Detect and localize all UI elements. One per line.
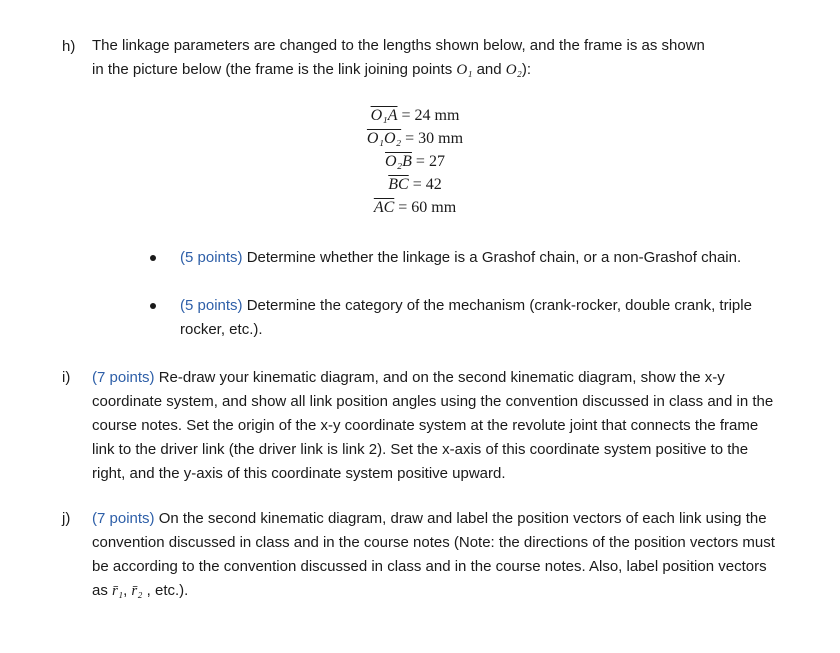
equation-rhs: = 27 <box>415 153 445 170</box>
link-length-equations <box>300 104 530 219</box>
equation-lhs: $\overline{BC}$ <box>388 176 409 193</box>
part-h-line2-post: ): <box>521 61 532 78</box>
part-h-line2 <box>92 58 812 82</box>
part-j-body: On the second kinematic diagram, draw and label the position vectors of each link using the convention discussed in class and in the course notes (Note: the directions of the position vectors must be according to the convention discussed in class and in the course notes. Also, label position vectors as <box>92 510 775 599</box>
part-i-text <box>92 366 782 486</box>
bullet-text <box>180 246 770 270</box>
equation-o1o2 <box>300 127 530 150</box>
part-h-line2-and: and <box>472 61 506 78</box>
equation-rhs: = 60 mm <box>398 199 457 216</box>
vector-separator: , <box>123 582 132 599</box>
vector-r2: r̄₂ <box>131 583 143 599</box>
equation-lhs: $\overline{AC}$ <box>373 199 395 216</box>
part-j-tail: , etc.). <box>142 582 189 599</box>
equation-lhs: O₂B <box>385 153 412 170</box>
bullet-dot <box>150 255 156 261</box>
equation-lhs: O₁A <box>370 107 398 124</box>
equation-lhs: O₁O₂ <box>366 130 402 147</box>
equation-rhs: = 42 <box>412 176 442 193</box>
part-j-label: j) <box>62 510 71 527</box>
points-label: (5 points) <box>180 297 243 314</box>
part-h-text <box>92 34 812 82</box>
equation-rhs: = 30 mm <box>405 130 464 147</box>
points-label: (7 points) <box>92 510 155 527</box>
part-j-text <box>92 507 782 603</box>
point-o2: O₂ <box>505 62 522 78</box>
point-o1: O₁ <box>456 62 473 78</box>
part-h-line2-pre: in the picture below (the frame is the link joining points <box>92 61 457 78</box>
part-i-body: Re-draw your kinematic diagram, and on the second kinematic diagram, show the x-y coordinate system, and show all link position angles using the convention discussed in class and in the course notes. Set the origin of the x-y coordinate system at the revolute joint that connects the frame link to the driver link (the driver link is link 2). Set the x-axis of this coordinate system positive to the right, and the y-axis of this coordinate system positive upward. <box>92 369 774 482</box>
equation-bc <box>300 173 530 196</box>
part-h-label: h) <box>62 38 76 55</box>
vector-r1: r̄₁ <box>112 583 124 599</box>
points-label: (7 points) <box>92 369 155 386</box>
bullet-body: Determine the category of the mechanism (crank-rocker, double crank, triple rocker, etc.). <box>180 297 752 338</box>
equation-o2b <box>300 150 530 173</box>
bullet-dot <box>150 303 156 309</box>
equation-o1a <box>300 104 530 127</box>
part-h-line1: The linkage parameters are changed to the lengths shown below, and the frame is as shown <box>92 37 705 54</box>
points-label: (5 points) <box>180 249 243 266</box>
equation-rhs: = 24 mm <box>401 107 460 124</box>
bullet-text <box>180 294 770 342</box>
equation-ac <box>300 196 530 219</box>
part-i-label: i) <box>62 369 71 386</box>
bullet-body: Determine whether the linkage is a Grashof chain, or a non-Grashof chain. <box>242 249 742 266</box>
